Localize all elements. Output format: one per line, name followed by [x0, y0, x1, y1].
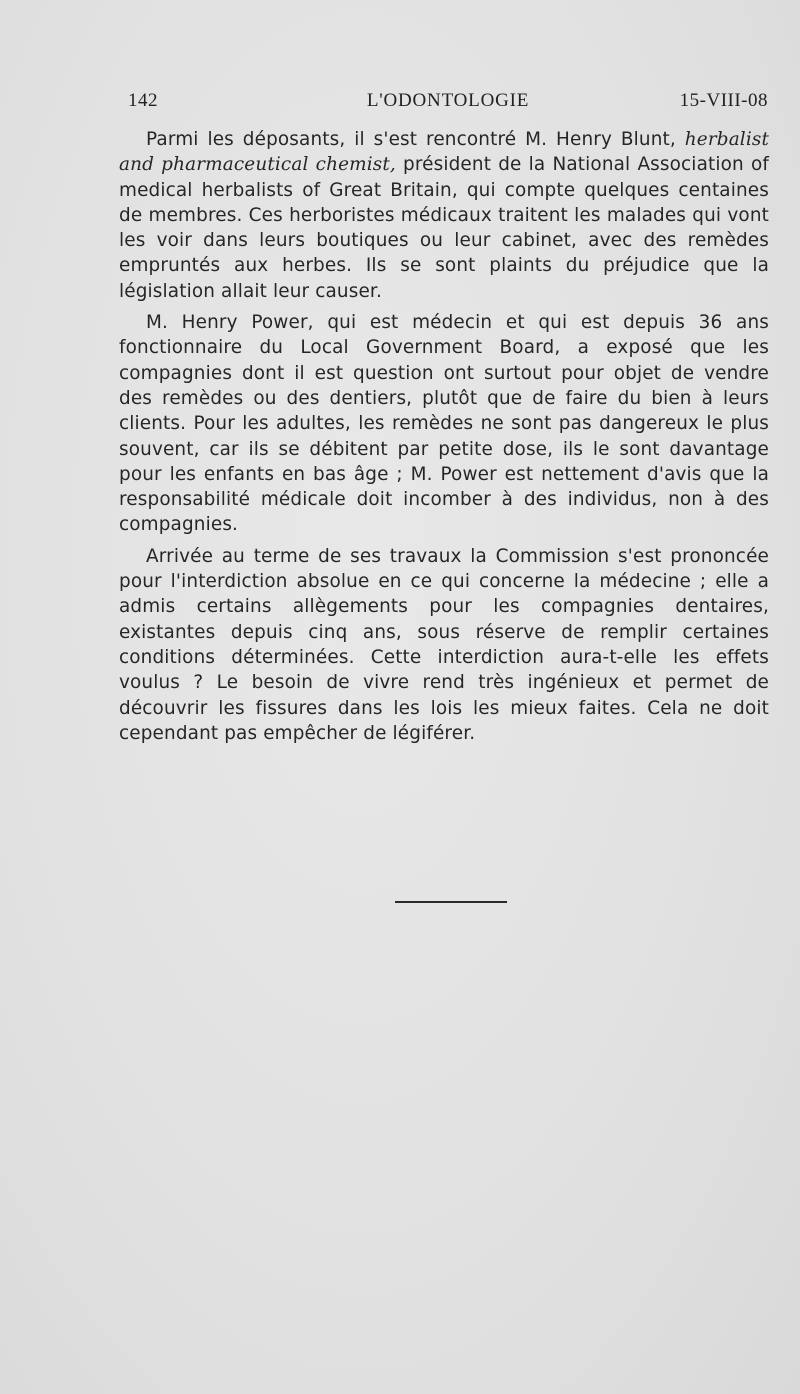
page-number: 142: [128, 90, 158, 111]
paragraph-1: [119, 127, 769, 304]
section-end-rule: [395, 901, 507, 903]
journal-title: L'ODONTOLOGIE: [366, 90, 530, 111]
paragraph-1-rest: président de la National Association of medical herbalists of Great Britain, qui compte quelques centaines de membres. Ces herboristes médicaux traitent les malades qui vont les voir dans leurs boutiques ou leur cabinet, avec des remèdes empruntés aux herbes. Ils se sont plaints du préjudice que la législation allait leur causer.: [119, 154, 769, 302]
paragraph-3: Arrivée au terme de ses travaux la Commission s'est prononcée pour l'interdiction absolue en ce qui concerne la médecine ; elle a admis certains allègements pour les compagnies dentaires, existantes depuis cinq ans, sous réserve de remplir certaines conditions déterminées. Cette interdiction aura-t-elle les effets voulus ? Le besoin de vivre rend très ingénieux et permet de découvrir les fissures dans les lois les mieux faites. Cela ne doit cependant pas empêcher de légiférer.: [119, 545, 769, 744]
paragraph-1-intro: Parmi les déposants, il s'est rencontré M. Henry Blunt,: [146, 129, 685, 150]
article-body: [119, 127, 769, 746]
paragraph-2: M. Henry Power, qui est médecin et qui est depuis 36 ans fonctionnaire du Local Government Board, a exposé que les compagnies dont il est question ont surtout pour objet de vendre des remèdes ou des dentiers, plutôt que de faire du bien à leurs clients. Pour les adultes, les remèdes ne sont pas dangereux le plus souvent, car ils se débitent par petite dose, ils le sont davantage pour les enfants en bas âge ; M. Power est nettement d'avis que la responsabilité médicale doit incomber à des individus, non à des compagnies.: [119, 312, 769, 536]
running-header: [128, 90, 768, 120]
issue-date: 15-VIII-08: [679, 90, 768, 111]
paragraph-1-italic-title: herbalist and pharmaceutical chemist,: [119, 129, 769, 176]
